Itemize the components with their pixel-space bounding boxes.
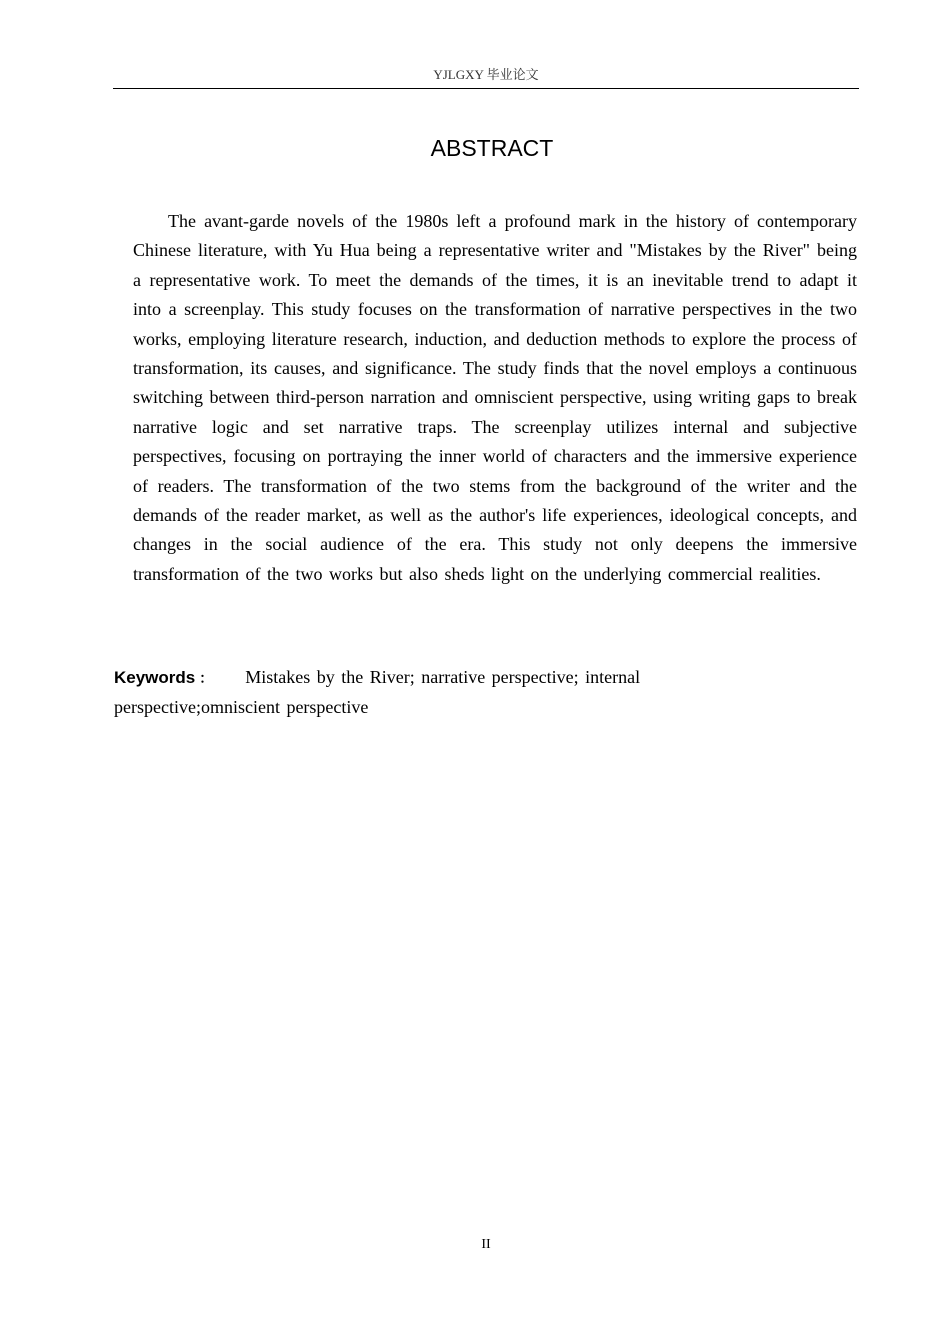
keywords-block: [114, 663, 704, 723]
header-text: YJLGXY 毕业论文: [433, 67, 539, 82]
keywords-label: Keywords: [114, 668, 196, 687]
page-number: II: [481, 1237, 491, 1252]
abstract-title: ABSTRACT: [430, 135, 554, 161]
page-header: [113, 66, 859, 89]
keywords-text: Mistakes by the River; narrative perspective; internal perspective;omniscient perspective: [114, 667, 641, 718]
abstract-body: The avant-garde novels of the 1980s left a profound mark in the history of contemporary Chinese literature, with Yu Hua being a representative writer and "Mistakes by the River" being a representative work. To meet the demands of the times, it is an inevitable trend to adapt it into a screenplay. This study focuses on the transformation of narrative perspectives in the two works, employing literature research, induction, and deduction methods to explore the process of transformation, its causes, and significance. The study finds that the novel employs a continuous switching between third-person narration and omniscient perspective, using writing gaps to break narrative logic and set narrative traps. The screenplay utilizes internal and subjective perspectives, focusing on portraying the inner world of characters and the immersive experience of readers. The transformation of the two stems from the background of the writer and the demands of the reader market, as well as the author's life experiences, ideological concepts, and changes in the social audience of the era. This study not only deepens the immersive transformation of the two works but also sheds light on the underlying commercial realities.: [133, 211, 857, 584]
keywords-separator: ：: [199, 670, 214, 686]
